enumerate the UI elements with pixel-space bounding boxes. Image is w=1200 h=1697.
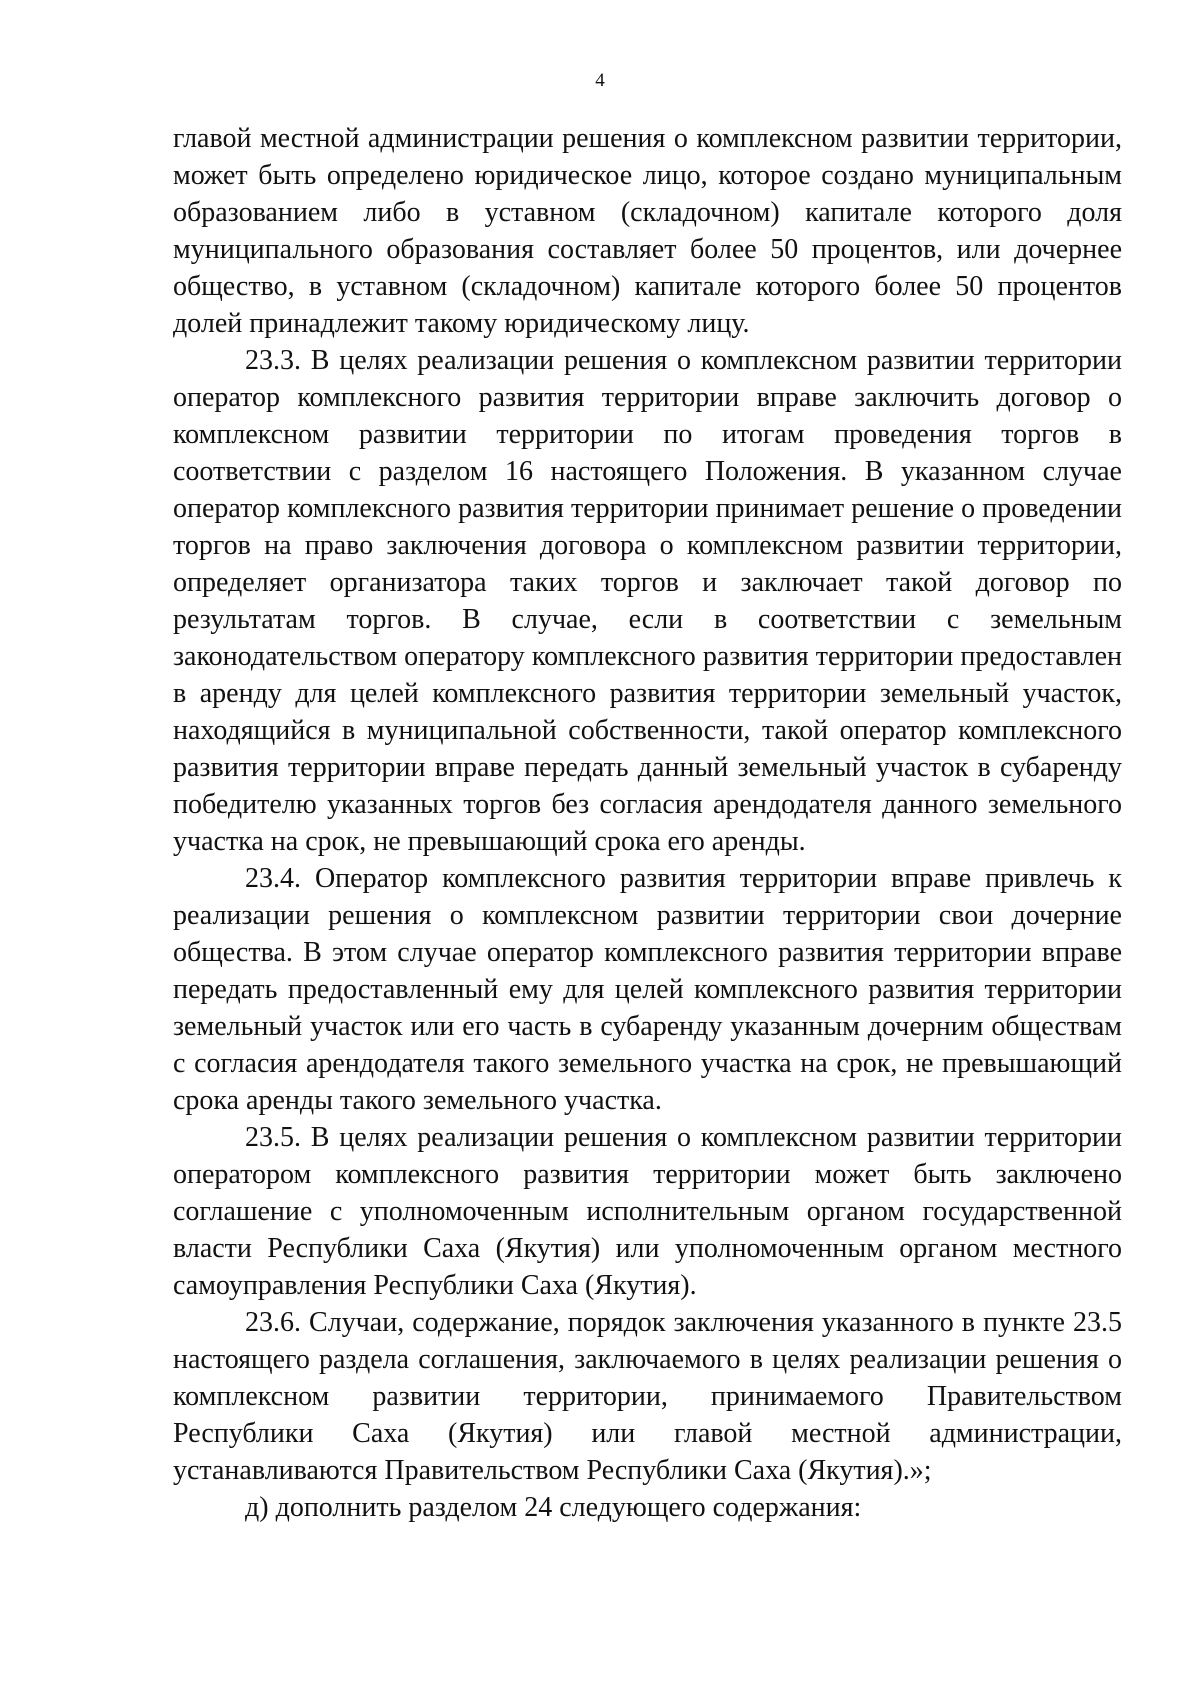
paragraph-23-4: 23.4. Оператор комплексного развития территории вправе привлечь к реализации решения о комплексном развитии территории свои дочерние общества. В этом случае оператор комплексного развития территории вправе передать предоставленный ему для целей комплексного развития территории земельный участок или его часть в субаренду указанным дочерним обществам с согласия арендодателя такого земельного участка на срок, не превышающий срока аренды такого земельного участка. (173, 863, 1122, 1116)
document-body (173, 120, 1122, 1526)
paragraph-23-5: 23.5. В целях реализации решения о комплексном развитии территории оператором комплексного развития территории может быть заключено соглашение с уполномоченным исполнительным органом государственной власти Республики Саха (Якутия) или уполномоченным органом местного самоуправления Республики Саха (Якутия). (173, 1122, 1122, 1301)
paragraph-23-3: 23.3. В целях реализации решения о комплексном развитии территории оператор комплексного развития территории вправе заключить договор о комплексном развитии территории по итогам проведения торгов в соответствии с разделом 16 настоящего Положения. В указанном случае оператор комплексного развития территории принимает решение о проведении торгов на право заключения договора о комплексном развитии территории, определяет организатора таких торгов и заключает такой договор по результатам торгов. В случае, если в соответствии с земельным законодательством оператору комплексного развития территории предоставлен в аренду для целей комплексного развития территории земельный участок, находящийся в муниципальной собственности, такой оператор комплексного развития территории вправе передать данный земельный участок в субаренду победителю указанных торгов без согласия арендодателя данного земельного участка на срок, не превышающий срока его аренды. (173, 345, 1122, 857)
page-number: 4 (595, 70, 605, 91)
paragraph-item-d: д) дополнить разделом 24 следующего содержания: (245, 1492, 862, 1523)
paragraph-continuation: главой местной администрации решения о комплексном развитии территории, может быть определено юридическое лицо, которое создано муниципальным образованием либо в уставном (складочном) капитале которого доля муниципального образования составляет более 50 процентов, или дочернее общество, в уставном (складочном) капитале которого более 50 процентов долей принадлежит такому юридическому лицу. (173, 123, 1122, 339)
paragraph-23-6: 23.6. Случаи, содержание, порядок заключения указанного в пункте 23.5 настоящего раздела соглашения, заключаемого в целях реализации решения о комплексном развитии территории, принимаемого Правительством Республики Саха (Якутия) или главой местной администрации, устанавливаются Правительством Республики Саха (Якутия).»; (173, 1307, 1122, 1486)
